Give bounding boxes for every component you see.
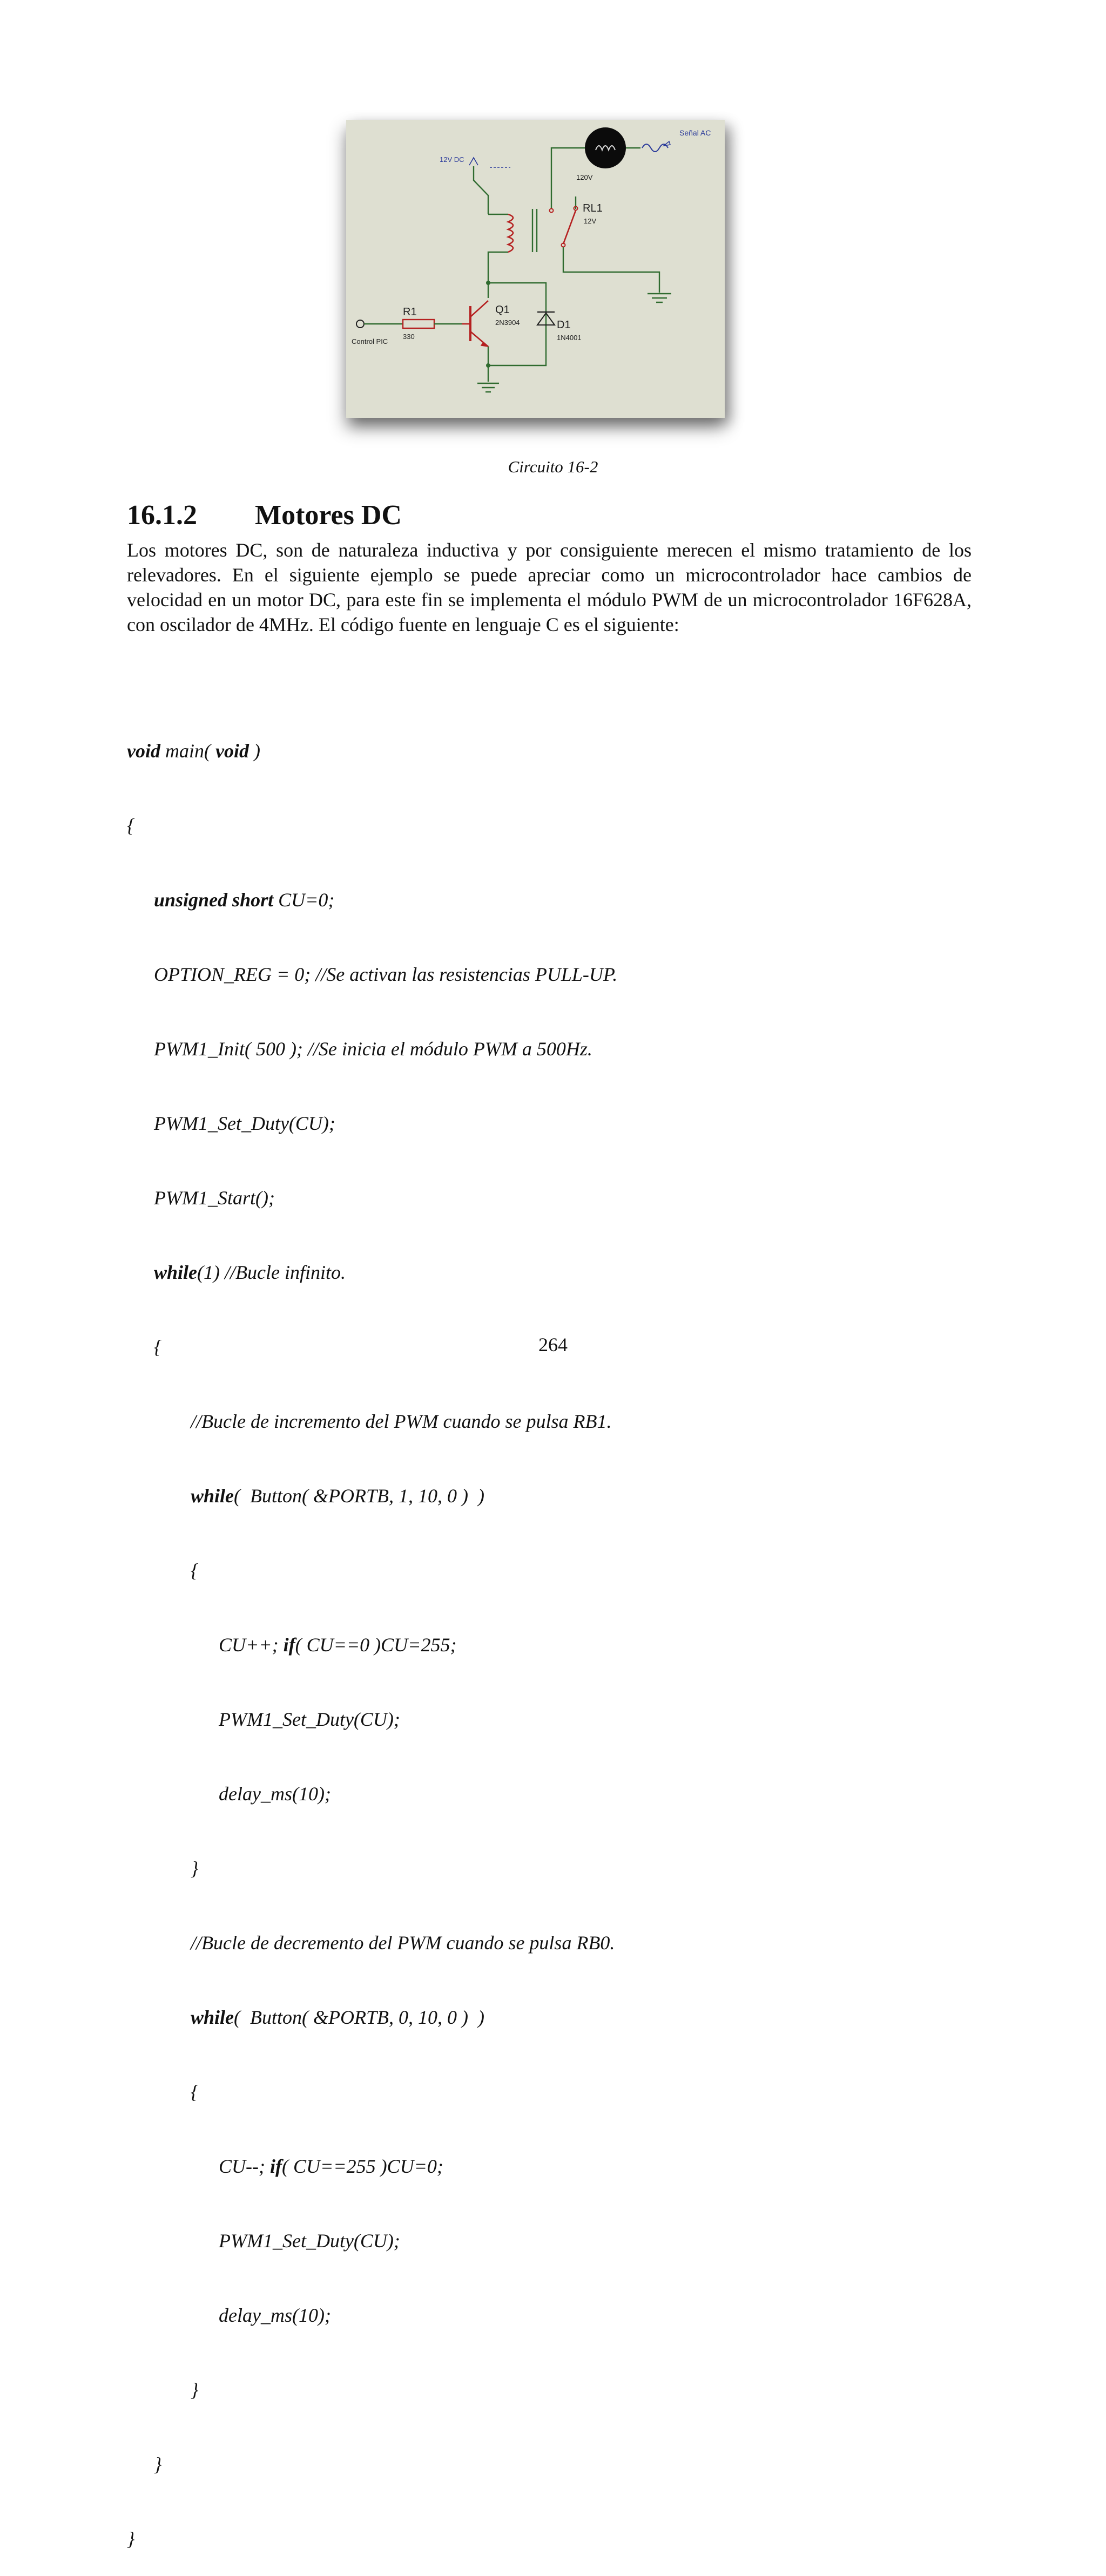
v12dc-label: 12V DC xyxy=(440,155,464,164)
v120-label: 120V xyxy=(576,173,593,181)
q1-label: Q1 xyxy=(495,304,510,316)
rl1-value: 12V xyxy=(584,217,597,225)
code-line: delay_ms(10); xyxy=(219,1783,331,1805)
lamp-icon xyxy=(585,127,626,168)
rl1-label: RL1 xyxy=(583,202,603,214)
code-line: { xyxy=(191,1560,199,1581)
r1-value: 330 xyxy=(403,333,415,341)
code-line: { xyxy=(154,1336,162,1358)
code-line: } xyxy=(154,2453,162,2475)
circuit-figure xyxy=(346,120,725,418)
section-title: Motores DC xyxy=(255,500,402,531)
resistor-icon xyxy=(403,320,434,328)
code-line: PWM1_Set_Duty(CU); xyxy=(154,1113,335,1134)
code-line: void main( void ) xyxy=(127,740,260,762)
relay-switch-icon xyxy=(563,211,576,244)
page-number: 264 xyxy=(538,1334,568,1355)
code-listing xyxy=(127,689,617,2576)
r1-label: R1 xyxy=(403,306,417,318)
code-line: unsigned short CU=0; xyxy=(154,889,335,911)
ground-icon xyxy=(477,383,499,392)
code-line: { xyxy=(191,2081,199,2103)
code-line: PWM1_Set_Duty(CU); xyxy=(219,1709,400,1730)
code-line: OPTION_REG = 0; //Se activan las resistencias PULL-UP. xyxy=(154,964,618,985)
d1-label: D1 xyxy=(557,319,571,331)
code-line: PWM1_Start(); xyxy=(154,1187,275,1209)
code-line: while(1) //Bucle infinito. xyxy=(154,1262,346,1283)
code-line: } xyxy=(191,2379,199,2401)
code-line: PWM1_Set_Duty(CU); xyxy=(219,2230,400,2252)
relay-coil-icon xyxy=(508,214,513,252)
body-paragraph: Los motores DC, son de naturaleza inductiva y por consiguiente merecen el mismo tratamiento de los relevadores. En el siguiente ejemplo se puede apreciar como un microcontrolador hace cambios de velocidad en un motor DC, para este fin se implementa el módulo PWM de un microcontrolador 16F628A, con oscilador de 4MHz. El código fuente en lenguaje C es el siguiente: xyxy=(127,539,972,635)
code-line: { xyxy=(127,815,135,836)
ground-icon xyxy=(648,294,671,302)
code-line: CU--; if( CU==255 )CU=0; xyxy=(219,2155,443,2177)
code-line: PWM1_Init( 500 ); //Se inicia el módulo PWM a 500Hz. xyxy=(154,1038,592,1060)
code-line: while( Button( &PORTB, 1, 10, 0 ) ) xyxy=(191,1485,484,1507)
code-line: delay_ms(10); xyxy=(219,2304,331,2326)
d1-value: 1N4001 xyxy=(557,334,582,342)
code-line: CU++; if( CU==0 )CU=255; xyxy=(219,1634,457,1656)
code-line: //Bucle de incremento del PWM cuando se pulsa RB1. xyxy=(191,1411,612,1432)
transistor-icon xyxy=(462,301,488,347)
control-pic-label: Control PIC xyxy=(352,337,388,345)
code-line: } xyxy=(191,1858,199,1879)
q1-value: 2N3904 xyxy=(495,318,520,327)
code-line: //Bucle de decremento del PWM cuando se pulsa RB0. xyxy=(191,1932,615,1954)
circuit-diagram xyxy=(346,120,725,418)
code-line: } xyxy=(127,2528,135,2550)
signal-ac-label: Señal AC xyxy=(679,128,711,137)
code-line: while( Button( &PORTB, 0, 10, 0 ) ) xyxy=(191,2006,484,2028)
figure-caption: Circuito 16-2 xyxy=(508,457,598,476)
input-terminal-icon xyxy=(356,320,364,328)
section-heading xyxy=(127,499,402,531)
section-number: 16.1.2 xyxy=(127,500,197,531)
supply-terminal-icon xyxy=(469,158,478,165)
